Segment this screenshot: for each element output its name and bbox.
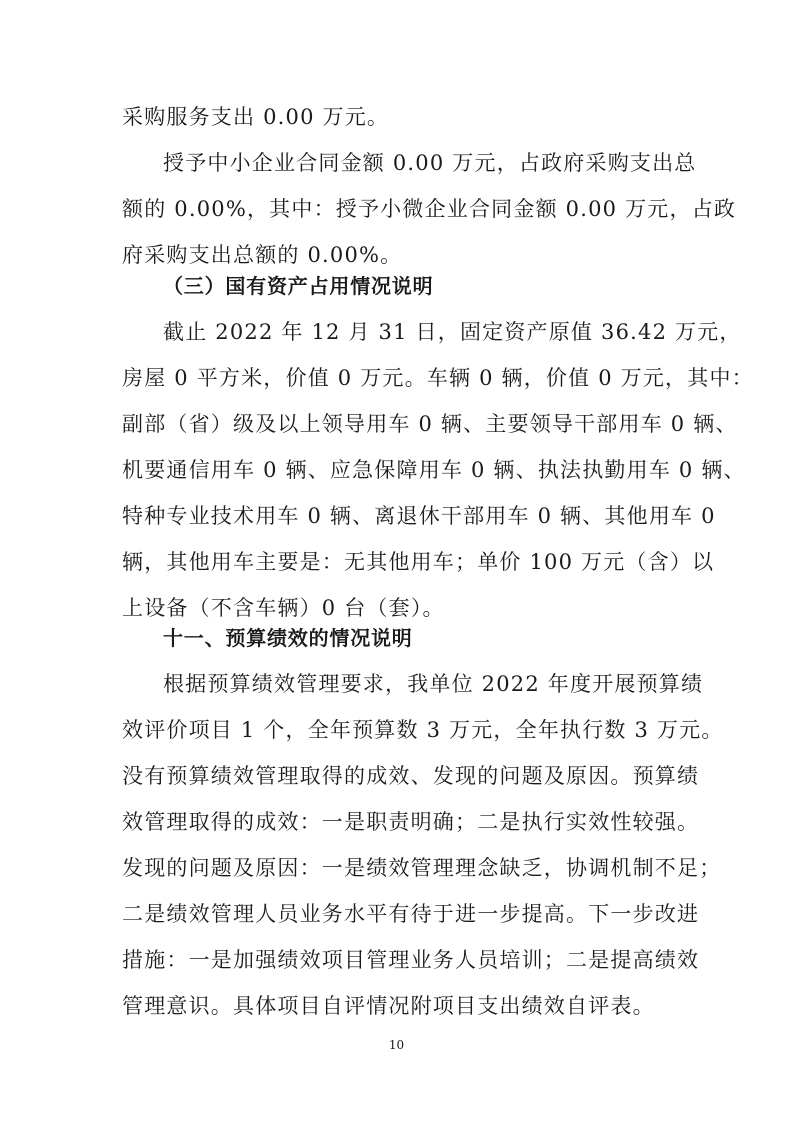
paragraph-assets-line-2: 房屋 0 平方米，价值 0 万元。车辆 0 辆，价值 0 万元，其中： <box>122 366 754 390</box>
paragraph-sme-contracts-line-1: 授予中小企业合同金额 0.00 万元，占政府采购支出总 <box>163 151 697 175</box>
page-number: 10 <box>388 1038 405 1052</box>
paragraph-sme-contracts-line-2: 额的 0.00%，其中：授予小微企业合同金额 0.00 万元，占政 <box>122 197 737 221</box>
paragraph-assets-line-4: 机要通信用车 0 辆、应急保障用车 0 辆、执法执勤用车 0 辆、 <box>122 458 746 482</box>
section-heading-state-assets: （三）国有资产占用情况说明 <box>163 274 434 298</box>
paragraph-assets-line-1: 截止 2022 年 12 月 31 日，固定资产原值 36.42 万元， <box>163 320 742 344</box>
paragraph-assets-line-7: 上设备（不含车辆）0 台（套）。 <box>122 596 445 620</box>
paragraph-performance-line-3: 没有预算绩效管理取得的成效、发现的问题及原因。预算绩 <box>122 764 700 788</box>
paragraph-performance-line-7: 措施：一是加强绩效项目管理业务人员培训；二是提高绩效 <box>122 948 700 972</box>
paragraph-performance-line-2: 效评价项目 1 个，全年预算数 3 万元，全年执行数 3 万元。 <box>122 718 724 742</box>
paragraph-procurement-services-line-1: 采购服务支出 0.00 万元。 <box>122 105 390 129</box>
paragraph-performance-line-4: 效管理取得的成效：一是职责明确；二是执行实效性较强。 <box>122 810 700 834</box>
paragraph-assets-line-6: 辆，其他用车主要是：无其他用车；单价 100 万元（含）以 <box>122 550 715 574</box>
paragraph-performance-line-1: 根据预算绩效管理要求，我单位 2022 年度开展预算绩 <box>163 672 704 696</box>
paragraph-performance-line-8: 管理意识。具体项目自评情况附项目支出绩效自评表。 <box>122 994 655 1018</box>
paragraph-sme-contracts-line-3: 府采购支出总额的 0.00%。 <box>122 243 403 267</box>
paragraph-performance-line-5: 发现的问题及原因：一是绩效管理理念缺乏，协调机制不足； <box>122 856 722 880</box>
paragraph-performance-line-6: 二是绩效管理人员业务水平有待于进一步提高。下一步改进 <box>122 902 700 926</box>
section-heading-performance: 十一、预算绩效的情况说明 <box>163 626 413 650</box>
paragraph-assets-line-5: 特种专业技术用车 0 辆、离退休干部用车 0 辆、其他用车 0 <box>122 504 716 528</box>
paragraph-assets-line-3: 副部（省）级及以上领导用车 0 辆、主要领导干部用车 0 辆、 <box>122 412 738 436</box>
